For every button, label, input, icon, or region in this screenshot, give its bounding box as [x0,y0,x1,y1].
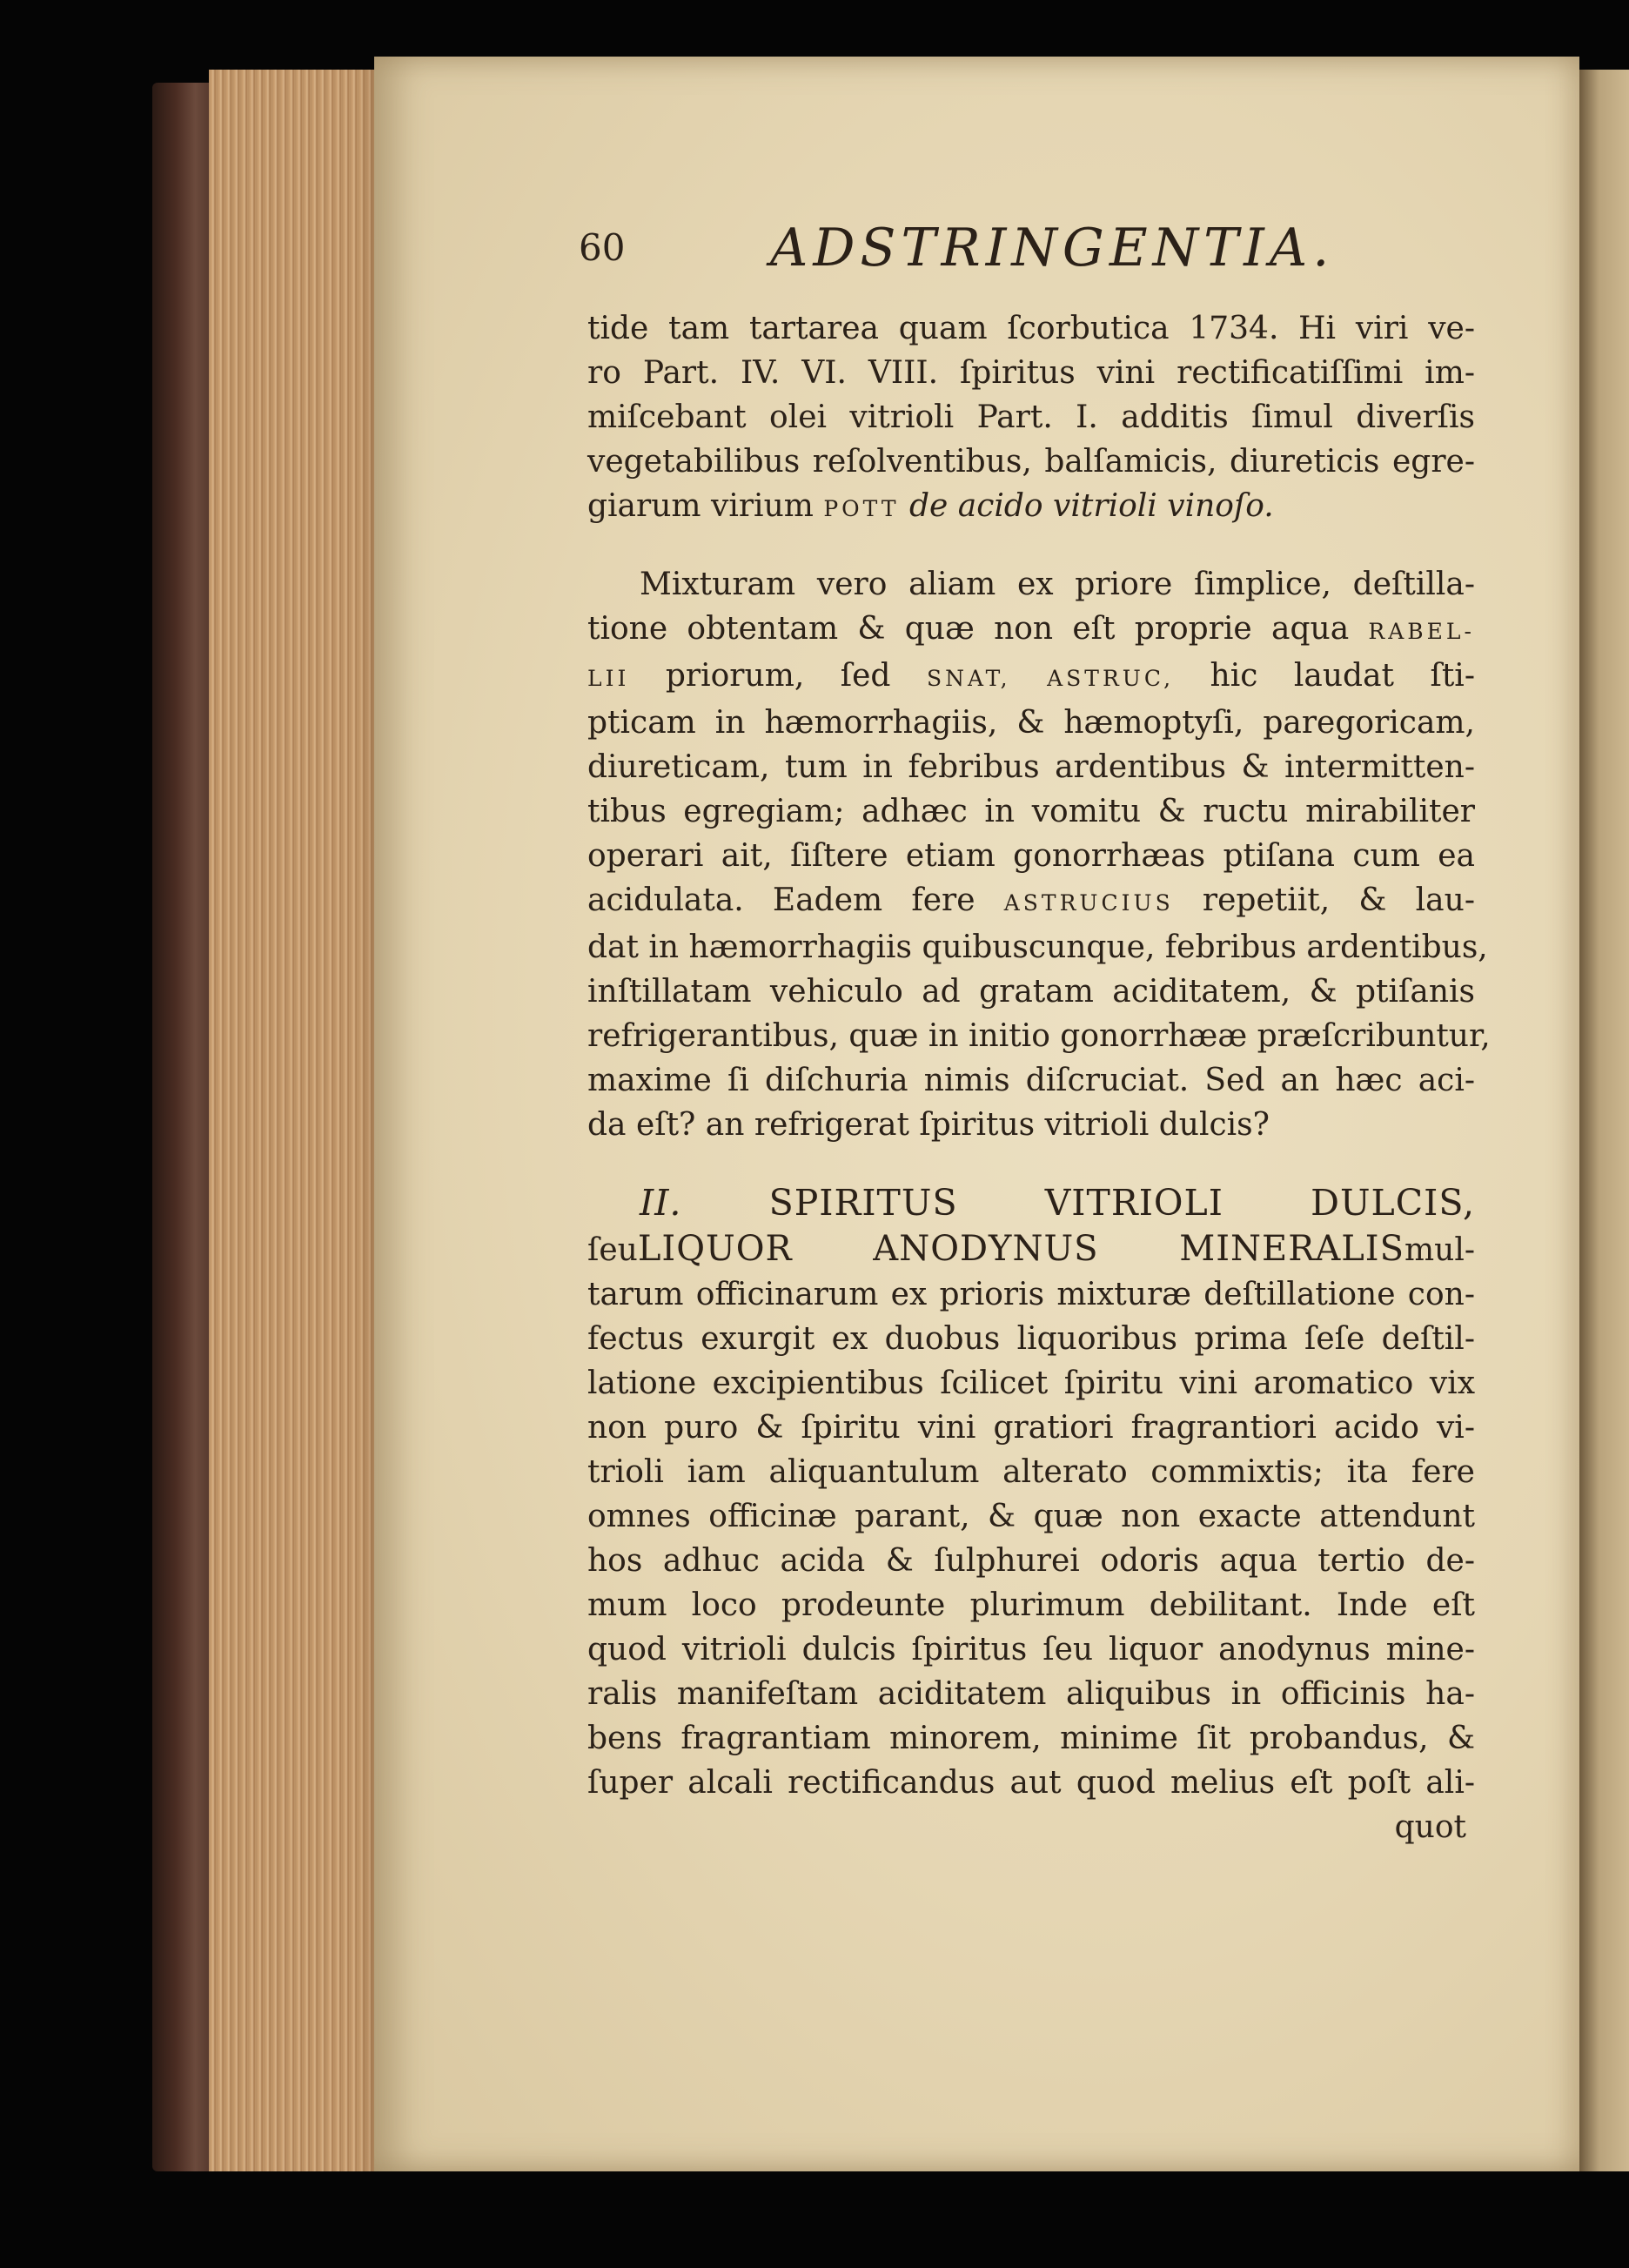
paragraph-2 [587,562,1491,1147]
section-heading [587,1178,1475,1227]
text-line: inſtillatam vehiculo ad gratam aciditatem, & ptiſanis [587,974,1475,1010]
text-fragment: giarum virium [587,488,814,524]
author-name: POTT [823,496,900,521]
text-line: miſcebant olei vitrioli Part. I. additis ſimul diverſis [587,399,1475,435]
text-line: hos adhuc acida & ſulphurei odoris aqua tertio de- [587,1543,1475,1579]
text-line: trioli iam aliquantulum alterato commixtis; ita fere [587,1454,1475,1490]
section-title: SPIRITUS VITRIOLI DULCIS, [768,1182,1475,1224]
text-line: da eſt? an refrigerat ſpiritus vitrioli dulcis? [587,1107,1270,1143]
text-line: ralis manifeſtam aciditatem aliquibus in officinis ha- [587,1676,1475,1712]
text-line: non puro & ſpiritu vini gratiori fragrantiori acido vi- [587,1410,1475,1446]
paragraph-1 [587,306,1475,531]
text-line: tarum officinarum ex prioris mixturæ deſtillatione con- [587,1277,1475,1312]
text-line: refrigerantibus, quæ in initio gonorrhææ præſcribuntur, [587,1018,1491,1054]
text-line [587,607,1475,654]
text-line: maxime ſi diſchuria nimis diſcruciat. Sed an hæc aci- [587,1063,1475,1098]
text-line [587,1227,1475,1272]
text-fragment: repetiit, & lau- [1202,882,1475,918]
text-line: operari ait, ſiſtere etiam gonorrhæas ptiſana cum ea [587,838,1475,874]
text-line: mum loco prodeunte plurimum debilitant. Inde eſt [587,1587,1475,1623]
page-text [579,218,1491,1849]
text-line [587,878,1475,925]
text-line: omnes officinæ parant, & quæ non exacte attendunt [587,1499,1475,1534]
text-fragment: tione obtentam & quæ non eſt proprie aqua [587,611,1350,647]
text-line: dat in hæmorrhagiis quibuscunque, febribus ardentibus, [587,929,1488,965]
text-line: fectus exurgit ex duobus liquoribus prima ſeſe deſtil- [587,1321,1475,1357]
text-line: ſuper alcali rectificandus aut quod melius eſt poſt ali- [587,1765,1475,1801]
facing-page-sliver [1579,70,1629,2171]
page-number: 60 [579,226,626,269]
author-name: LII [587,666,630,691]
text-line: bens fragrantiam minorem, minime ſit probandus, & [587,1721,1475,1756]
author-name: SNAT, [926,666,1011,691]
text-fragment: acidulata. Eadem fere [587,882,975,918]
text-line [587,654,1475,701]
text-line: vegetabilibus reſolventibus, balſamicis, diureticis egre- [587,444,1475,480]
page-header [579,218,1475,287]
text-fragment: priorum, ſed [665,658,891,694]
text-line: latione excipientibus ſcilicet ſpiritu vini aromatico vix [587,1365,1475,1401]
section-2 [587,1178,1475,1805]
text-line [587,484,1475,531]
running-title: ADSTRINGENTIA. [770,218,1335,278]
author-name: ASTRUC, [1047,666,1175,691]
italic-title: de acido vitrioli vinoſo. [908,488,1274,524]
text-line: pticam in hæmorrhagiis, & hæmoptyſi, paregoricam, [587,705,1475,741]
text-line: quod vitrioli dulcis ſpiritus ſeu liquor anodynus mine- [587,1632,1475,1667]
section-numeral: II. [640,1182,682,1224]
text-line: tibus egregiam; adhæc in vomitu & ructu mirabiliter [587,794,1475,829]
text-line: Mixturam vero aliam ex priore ſimplice, deſtilla- [640,567,1475,602]
author-name: RABEL- [1368,619,1475,644]
text-line: diureticam, tum in febribus ardentibus & intermitten- [587,749,1475,785]
text-line: tide tam tartarea quam ſcorbutica 1734. Hi viri ve- [587,311,1475,346]
catchword: quot [1394,1809,1466,1845]
author-name: ASTRUCIUS [1003,890,1174,916]
caps-title: LIQUOR ANODYNUS MINERALIS [637,1229,1404,1269]
text-fragment: hic laudat ſti- [1210,658,1475,694]
text-fragment: mul- [1404,1232,1475,1268]
text-line: ro Part. IV. VI. VIII. ſpiritus vini rectificatiſſimi im- [587,355,1475,391]
page-edges [209,70,392,2171]
text-fragment: ſeu [587,1232,638,1268]
